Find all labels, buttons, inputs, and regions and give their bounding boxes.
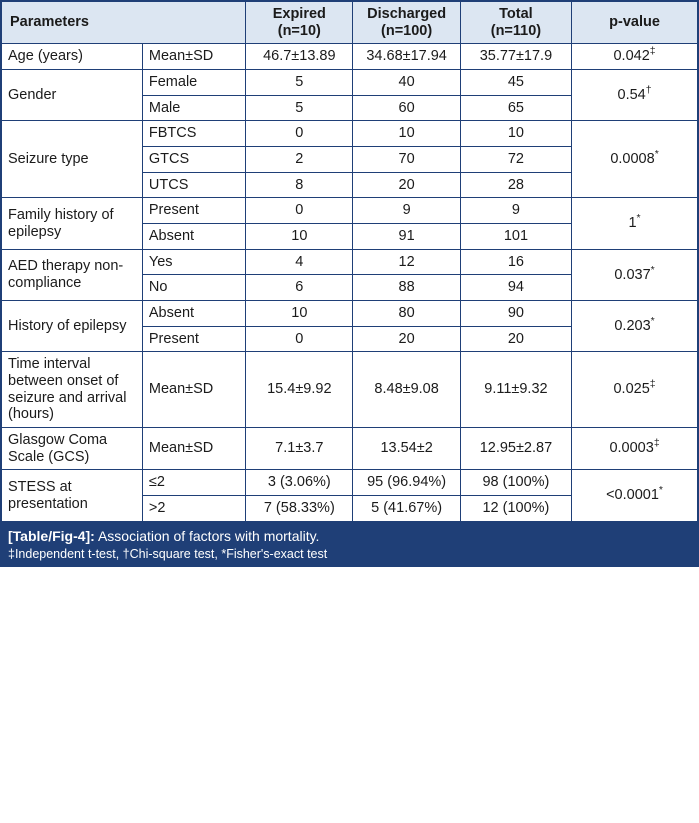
cell-expired: 5 [246, 70, 353, 96]
cell-subgroup: Absent [142, 301, 245, 327]
cell-discharged: 60 [353, 95, 460, 121]
cell-subgroup: Female [142, 70, 245, 96]
pvalue-footnote-marker: ‡ [649, 379, 656, 391]
cell-total: 65 [460, 95, 571, 121]
cell-discharged: 13.54±2 [353, 428, 460, 470]
cell-pvalue: <0.0001* [572, 470, 698, 522]
column-header-total-line2: (n=110) [490, 22, 542, 39]
cell-discharged: 5 (41.67%) [353, 496, 460, 522]
cell-total: 98 (100%) [460, 470, 571, 496]
cell-pvalue: 0.025‡ [572, 352, 698, 428]
cell-expired: 0 [246, 326, 353, 352]
cell-subgroup: Absent [142, 224, 245, 250]
cell-subgroup: Mean±SD [142, 44, 245, 70]
cell-total: 20 [460, 326, 571, 352]
cell-subgroup: >2 [142, 496, 245, 522]
cell-total: 28 [460, 172, 571, 198]
cell-pvalue: 0.042‡ [572, 44, 698, 70]
cell-parameter: AED therapy non-compliance [1, 249, 142, 300]
cell-total: 45 [460, 70, 571, 96]
table-row [1, 44, 698, 70]
cell-subgroup: Present [142, 198, 245, 224]
pvalue-footnote-marker: ‡ [649, 46, 656, 58]
cell-subgroup: Yes [142, 249, 245, 275]
cell-parameter: Time interval between onset of seizure and arrival (hours) [1, 352, 142, 428]
cell-expired: 5 [246, 95, 353, 121]
pvalue-footnote-marker: * [650, 316, 655, 328]
cell-subgroup: Male [142, 95, 245, 121]
cell-discharged: 40 [353, 70, 460, 96]
cell-discharged: 34.68±17.94 [353, 44, 460, 70]
cell-pvalue: 1* [572, 198, 698, 249]
caption-text: Association of factors with mortality. [94, 527, 320, 544]
pvalue-footnote-marker: * [658, 485, 663, 497]
cell-parameter: Glasgow Coma Scale (GCS) [1, 428, 142, 470]
cell-total: 9.11±9.32 [460, 352, 571, 428]
cell-parameter: History of epilepsy [1, 301, 142, 352]
column-header-expired-line2: (n=10) [277, 22, 321, 39]
cell-parameter: Age (years) [1, 44, 142, 70]
cell-discharged: 95 (96.94%) [353, 470, 460, 496]
table-row [1, 301, 698, 327]
cell-discharged: 8.48±9.08 [353, 352, 460, 428]
cell-discharged: 70 [353, 147, 460, 173]
table-row [1, 249, 698, 275]
pvalue-footnote-marker: * [654, 149, 659, 161]
cell-subgroup: No [142, 275, 245, 301]
cell-expired: 10 [246, 301, 353, 327]
cell-discharged: 9 [353, 198, 460, 224]
pvalue-footnote-marker: * [636, 213, 641, 225]
cell-total: 72 [460, 147, 571, 173]
cell-parameter: STESS at presentation [1, 470, 142, 522]
column-header-total [460, 1, 571, 44]
cell-expired: 15.4±9.92 [246, 352, 353, 428]
cell-discharged: 80 [353, 301, 460, 327]
table-row [1, 70, 698, 96]
caption-label: [Table/Fig-4]: [8, 527, 95, 544]
column-header-expired-line1: Expired [272, 6, 326, 22]
cell-parameter: Family history of epilepsy [1, 198, 142, 249]
cell-expired: 8 [246, 172, 353, 198]
table-row [1, 470, 698, 496]
table-row [1, 121, 698, 147]
cell-total: 12.95±2.87 [460, 428, 571, 470]
cell-expired: 0 [246, 198, 353, 224]
cell-subgroup: GTCS [142, 147, 245, 173]
cell-pvalue: 0.037* [572, 249, 698, 300]
cell-subgroup: Mean±SD [142, 428, 245, 470]
column-header-expired [246, 1, 353, 44]
cell-pvalue: 0.0003‡ [572, 428, 698, 470]
cell-total: 9 [460, 198, 571, 224]
cell-subgroup: Present [142, 326, 245, 352]
cell-subgroup: UTCS [142, 172, 245, 198]
cell-expired: 4 [246, 249, 353, 275]
pvalue-footnote-marker: * [650, 264, 655, 276]
cell-discharged: 10 [353, 121, 460, 147]
column-header-total-line1: Total [499, 6, 533, 22]
pvalue-footnote-marker: ‡ [653, 438, 660, 450]
cell-subgroup: FBTCS [142, 121, 245, 147]
column-header-discharged-line1: Discharged [367, 6, 447, 22]
cell-pvalue: 0.203* [572, 301, 698, 352]
cell-parameter: Gender [1, 70, 142, 121]
cell-pvalue: 0.54† [572, 70, 698, 121]
table-header-row [1, 1, 698, 44]
cell-discharged: 91 [353, 224, 460, 250]
cell-expired: 7.1±3.7 [246, 428, 353, 470]
cell-discharged: 12 [353, 249, 460, 275]
cell-subgroup: ≤2 [142, 470, 245, 496]
cell-total: 10 [460, 121, 571, 147]
column-header-pvalue: p-value [572, 1, 698, 44]
pvalue-footnote-marker: † [645, 85, 652, 97]
cell-expired: 3 (3.06%) [246, 470, 353, 496]
table-header [1, 1, 698, 44]
column-header-discharged-line2: (n=100) [381, 22, 433, 39]
cell-total: 101 [460, 224, 571, 250]
cell-subgroup: Mean±SD [142, 352, 245, 428]
cell-discharged: 20 [353, 326, 460, 352]
cell-discharged: 88 [353, 275, 460, 301]
cell-total: 90 [460, 301, 571, 327]
table-row [1, 352, 698, 428]
cell-total: 12 (100%) [460, 496, 571, 522]
caption-footnote: ‡Independent t-test, †Chi-square test, *Fisher's-exact test [8, 547, 328, 562]
cell-total: 16 [460, 249, 571, 275]
cell-parameter: Seizure type [1, 121, 142, 198]
table-body [1, 44, 698, 522]
cell-expired: 46.7±13.89 [246, 44, 353, 70]
cell-total: 94 [460, 275, 571, 301]
cell-expired: 10 [246, 224, 353, 250]
table-row [1, 198, 698, 224]
cell-expired: 6 [246, 275, 353, 301]
column-header-discharged [353, 1, 460, 44]
cell-pvalue: 0.0008* [572, 121, 698, 198]
cell-total: 35.77±17.9 [460, 44, 571, 70]
cell-expired: 7 (58.33%) [246, 496, 353, 522]
table-row [1, 428, 698, 470]
cell-expired: 2 [246, 147, 353, 173]
column-header-parameters: Parameters [1, 1, 246, 44]
cell-expired: 0 [246, 121, 353, 147]
cell-discharged: 20 [353, 172, 460, 198]
table-caption [0, 523, 699, 567]
